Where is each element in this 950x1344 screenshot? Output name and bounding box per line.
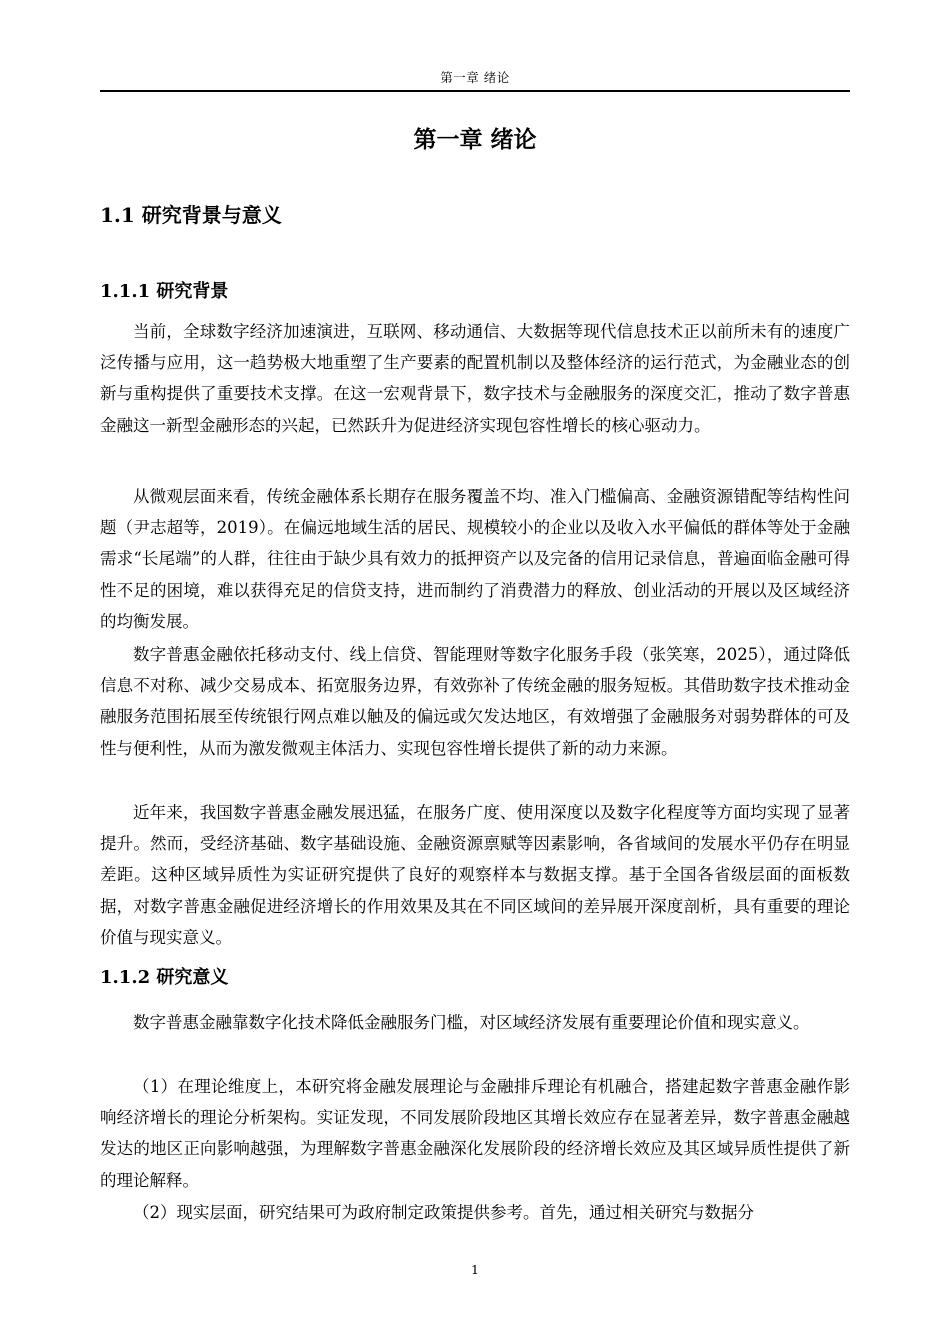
subsection-heading-significance: 1.1.2 研究意义 (100, 967, 229, 988)
body-paragraph: 数字普惠金融靠数字化技术降低金融服务门槛，对区域经济发展有重要理论价值和现实意义。 (133, 1013, 810, 1032)
body-paragraph: 近年来，我国数字普惠金融发展迅猛，在服务广度、使用深度以及数字化程度等方面均实现了显著提升。然而，受经济基础、数字基础设施、金融资源禀赋等因素影响，各省域间的发展水平仍存在明显差距。这种区域异质性为实证研究提供了良好的观察样本与数据支撑。基于全国各省级层面的面板数据，对数字普惠金融促进经济增长的作用效果及其在不同区域间的差异展开深度剖析，具有重要的理论价值与现实意义。 (100, 803, 850, 947)
subsection-heading-background: 1.1.1 研究背景 (100, 281, 229, 302)
body-paragraph: 当前，全球数字经济加速演进，互联网、移动通信、大数据等现代信息技术正以前所未有的速度广泛传播与应用，这一趋势极大地重塑了生产要素的配置机制以及整体经济的运行范式，为金融业态的创新与重构提供了重要技术支撑。在这一宏观背景下，数字技术与金融服务的深度交汇，推动了数字普惠金融这一新型金融形态的兴起，已然跃升为促进经济实现包容性增长的核心驱动力。 (100, 322, 850, 435)
header-rule (100, 90, 850, 92)
page-number: 1 (471, 1262, 479, 1277)
body-paragraph: 数字普惠金融依托移动支付、线上信贷、智能理财等数字化服务手段（张笑寒，2025），通过降低信息不对称、减少交易成本、拓宽服务边界，有效弥补了传统金融的服务短板。其借助数字技术推动金融服务范围拓展至传统银行网点难以触及的偏远或欠发达地区，有效增强了金融服务对弱势群体的可及性与便利性，从而为激发微观主体活力、实现包容性增长提供了新的动力来源。 (100, 645, 850, 758)
running-header: 第一章 绪论 (440, 70, 510, 85)
body-paragraph: （2）现实层面，研究结果可为政府制定政策提供参考。首先，通过相关研究与数据分 (133, 1203, 754, 1222)
section-heading: 1.1 研究背景与意义 (100, 203, 282, 227)
body-paragraph: （1）在理论维度上，本研究将金融发展理论与金融排斥理论有机融合，搭建起数字普惠金融作影响经济增长的理论分析架构。实证发现，不同发展阶段地区其增长效应存在显著差异，数字普惠金融越发达的地区正向影响越强，为理解数字普惠金融深化发展阶段的经济增长效应及其区域异质性提供了新的理论解释。 (100, 1077, 850, 1190)
body-paragraph: 从微观层面来看，传统金融体系长期存在服务覆盖不均、准入门槛偏高、金融资源错配等结构性问题（尹志超等，2019）。在偏远地域生活的居民、规模较小的企业以及收入水平偏低的群体等处于金融需求“长尾端”的人群，往往由于缺少具有效力的抵押资产以及完备的信用记录信息，普遍面临金融可得性不足的困境，难以获得充足的信贷支持，进而制约了消费潜力的释放、创业活动的开展以及区域经济的均衡发展。 (100, 487, 850, 631)
chapter-title: 第一章 绪论 (413, 126, 537, 153)
